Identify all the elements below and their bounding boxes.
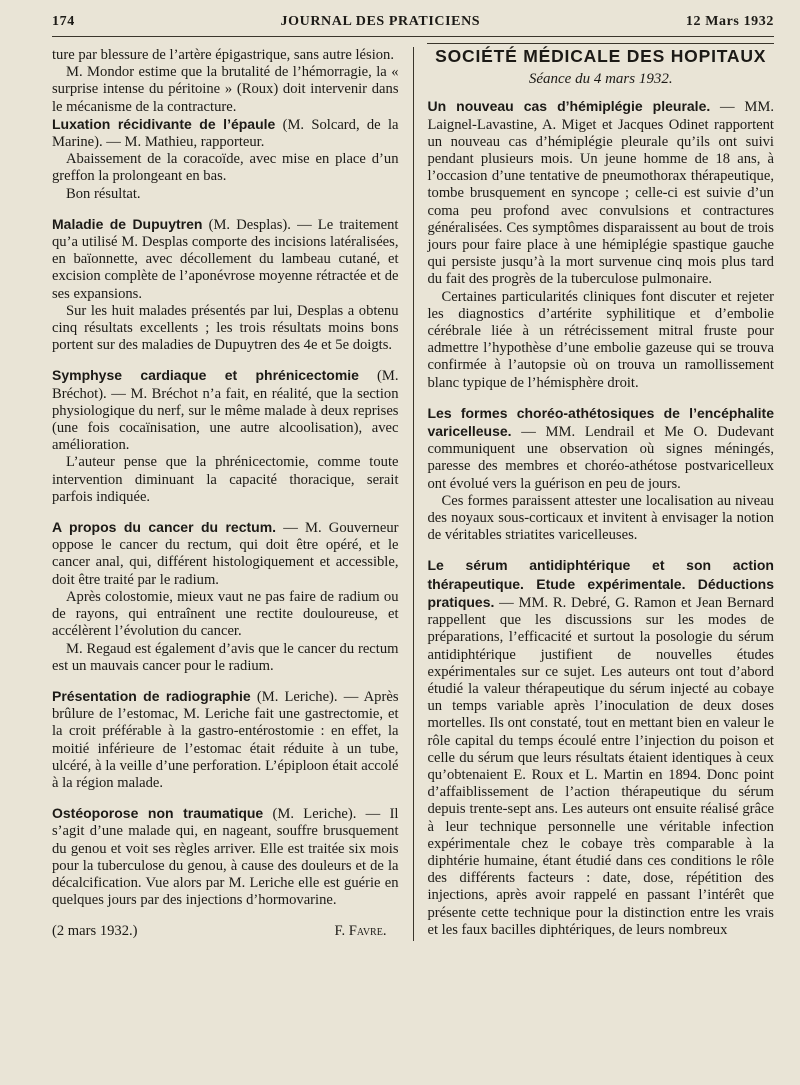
- entry-title: Les formes choréo-athétosiques de l’encéphalite varicelleuse.: [427, 404, 774, 440]
- article-entry: [52, 367, 399, 506]
- intro-paragraph: ture par blessure de l’artère épigastrique, sans autre lésion.: [52, 47, 395, 63]
- signature-author: F. Favre.: [334, 923, 387, 940]
- journal-title: JOURNAL DES PRATICIENS: [280, 14, 481, 29]
- entry-paragraph: Ces formes paraissent attester une localisation au niveau des noyaux sous-corticaux et invitent à envisager la notion de véritables striatites varicelleuses.: [427, 492, 774, 544]
- entry-title: Présentation de radiographie: [52, 687, 251, 704]
- signature-date: (2 mars 1932.): [52, 923, 138, 940]
- entry-lead-paragraph: [427, 405, 774, 493]
- signature: [52, 923, 399, 940]
- entry-text: (M. Leriche). — Après brûlure de l’estomac, M. Leriche fait une gastrectomie, et la croit préférable à la gastro-entérostomie : en effet, la moitié inférieure de l’estomac était réduite à un tube, ulcéré, à la veille d’une perforation. L’épiploon était accolé à la région malade.: [52, 688, 399, 791]
- entry-title: A propos du cancer du rectum.: [52, 519, 277, 536]
- entry-text: (M. Bréchot). — M. Bréchot n’a fait, en réalité, que la section physiologique du nerf, sur le même malade à deux reprises (une fois cocaïnisation, une autre alcoolisation), avec amélioration.: [52, 368, 399, 454]
- article-entry: [52, 216, 399, 355]
- article-entry: [427, 405, 774, 545]
- entry-paragraph: Certaines particularités cliniques font discuter et rejeter les diagnostics d’artérite syphilitique et d’embolie cérébrale liée à un rétrécissement mitral fruste pour admettre l’hypothèse d’une embolie gazeuse qui se trouva confirmée à l’autopsie où on trouva un ramollissement blanc typique de l’hémisphère droit.: [427, 288, 774, 391]
- article-entry: [427, 557, 774, 938]
- entry-text: — MM. Laignel-Lavastine, A. Miget et Jacques Odinet rapportent un nouveau cas d’hémiplégie pleurale qu’ils ont suivi pendant plusieurs mois. Un jeune homme de 18 ans, à l’occasion d’une tentative de pneumothorax thérapeutique, tombe brusquement en syncope ; celle-ci est suivie d’un coma peu profond avec convulsions et contractures généralisées. Ces symptômes disparaissent au bout de trois jours pour faire place à une hémiplégie spastique gauche qui persiste jusqu’à la mort survenue cinq mois plus tard du fait des progrès de la tuberculose pulmonaire.: [427, 99, 774, 288]
- left-entries: [52, 116, 399, 910]
- entry-lead-paragraph: [52, 216, 399, 303]
- entry-paragraph: Après colostomie, mieux vaut ne pas faire de radium ou de rayons, qui entraînent une rectite douloureuse, et accélèrent l’évolution du cancer.: [52, 588, 399, 640]
- seance-date: Séance du 4 mars 1932.: [528, 71, 673, 88]
- entry-text: — MM. Lendrail et Me O. Dudevant communiquent une observation où signes méningés, paresse des membres et choréo-athétose postvaricelleux ont évolué vers la guérison en peu de jours.: [427, 424, 774, 492]
- left-column: [52, 47, 407, 941]
- page-number: 174: [52, 14, 75, 29]
- entry-paragraph: Abaissement de la coracoïde, avec mise en place d’un greffon la prolongeant en bas.: [52, 151, 399, 185]
- entry-title: Un nouveau cas d’hémiplégie pleurale.: [427, 98, 711, 115]
- entry-text: — MM. R. Debré, G. Ramon et Jean Bernard rappellent que les discussions sur les modes de préparations, l’efficacité et surtout la posologie du sérum antidiphtérique justifient de nouvelles études expérimentales sur ce sujet. Les auteurs ont tout d’abord étudié la valeur thérapeutique du sérum injecté au cobaye un temps variable après l’inoculation de deux doses mortelles. Ils ont constaté, tout en mettant bien en valeur le rôle capital du temps écoulé entre l’injection du poison et celle du sérum que leurs résultats étaient identiques à ceux qu’obtenaient E. Roux et L. Martin en 1894. Donc point d’affaiblissement de l’action thérapeutique du sérum depuis trente-sept ans. Les auteurs ont ensuite réalisé grâce à leur technique personnelle une véritable infection expérimentale chez le cobaye très comparable à la diphtérie humaine, étant étudié dans ces conditions le rôle des différents facteurs : date, dose, répétition des injections, après avoir rappelé en passant l’intérêt que présente cette technique pour la distinction entre les vrais et les faux bacilles diphtériques, de leurs nombreux: [427, 594, 774, 938]
- intro-paragraph: M. Mondor estime que la brutalité de l’hémorragie, la « surprise intense du péritoine » (Roux) doit intervenir dans le mécanisme de la contracture.: [52, 64, 399, 115]
- entry-title: Symphyse cardiaque et phrénicectomie: [52, 367, 359, 384]
- right-column: [419, 47, 774, 941]
- issue-date: 12 Mars 1932: [685, 14, 774, 29]
- entry-text: (M. Leriche). — Il s’agit d’une malade qui, en nageant, souffre brusquement du genou et voit ses règles arriver. Elle est traitée six mois pour la tuberculose du genou, à cause des douleurs et de la décalcification. Vue alors par M. Leriche elle est guérie en quelques jours par des injections d’hormovarine.: [52, 806, 399, 909]
- right-entries: [427, 98, 774, 939]
- entry-lead-paragraph: [52, 519, 399, 589]
- entry-paragraph: M. Regaud est également d’avis que le cancer du rectum est un mauvais cancer pour le radium.: [52, 640, 399, 674]
- entry-lead-paragraph: [52, 116, 399, 151]
- article-entry: [52, 519, 399, 675]
- section-title: SOCIÉTÉ MÉDICALE DES HOPITAUX: [427, 43, 774, 65]
- entry-text: (M. Desplas). — Le traitement qu’a utilisé M. Desplas comporte des incisions latéralisées, en baïonnette, avec décollement du lambeau cutané, et excision complète de l’aponévrose moyenne rétractée et de ses expansions.: [52, 216, 399, 302]
- running-header: [52, 14, 774, 37]
- entry-title: Maladie de Dupuytren: [52, 215, 203, 232]
- entry-paragraph: Bon résultat.: [66, 185, 141, 202]
- entry-lead-paragraph: [427, 98, 774, 288]
- article-entry: [52, 116, 399, 203]
- entry-paragraph: L’auteur pense que la phrénicectomie, comme toute intervention diminuant la capacité thoracique, serait parfois indiquée.: [52, 454, 399, 505]
- entry-title: Ostéoporose non traumatique: [52, 805, 264, 822]
- entry-title: Le sérum antidiphtérique et son action thérapeutique. Etude expérimentale. Déductions pratiques.: [427, 557, 774, 610]
- entry-title: Luxation récidivante de l’épaule: [52, 115, 276, 132]
- article-entry: [52, 805, 399, 909]
- entry-text: (M. Solcard, de la Marine). — M. Mathieu, rapporteur.: [52, 116, 399, 151]
- entry-paragraph: Sur les huit malades présentés par lui, Desplas a obtenu cinq résultats excellents ; les trois résultats moins bons portent sur des maladies de Dupuytren des 4e et 5e doigts.: [52, 302, 399, 354]
- entry-lead-paragraph: [52, 688, 399, 792]
- entry-text: — M. Gouverneur oppose le cancer du rectum, qui doit être opéré, et le cancer anal, qui, différent histologiquement et accessible, doit être traité par le radium.: [52, 520, 399, 588]
- column-rule: [413, 47, 414, 941]
- entry-lead-paragraph: [52, 367, 399, 454]
- two-column-body: [52, 47, 774, 941]
- article-entry: [427, 98, 774, 391]
- entry-lead-paragraph: [52, 805, 399, 909]
- entry-lead-paragraph: [427, 557, 774, 938]
- article-entry: [52, 688, 399, 792]
